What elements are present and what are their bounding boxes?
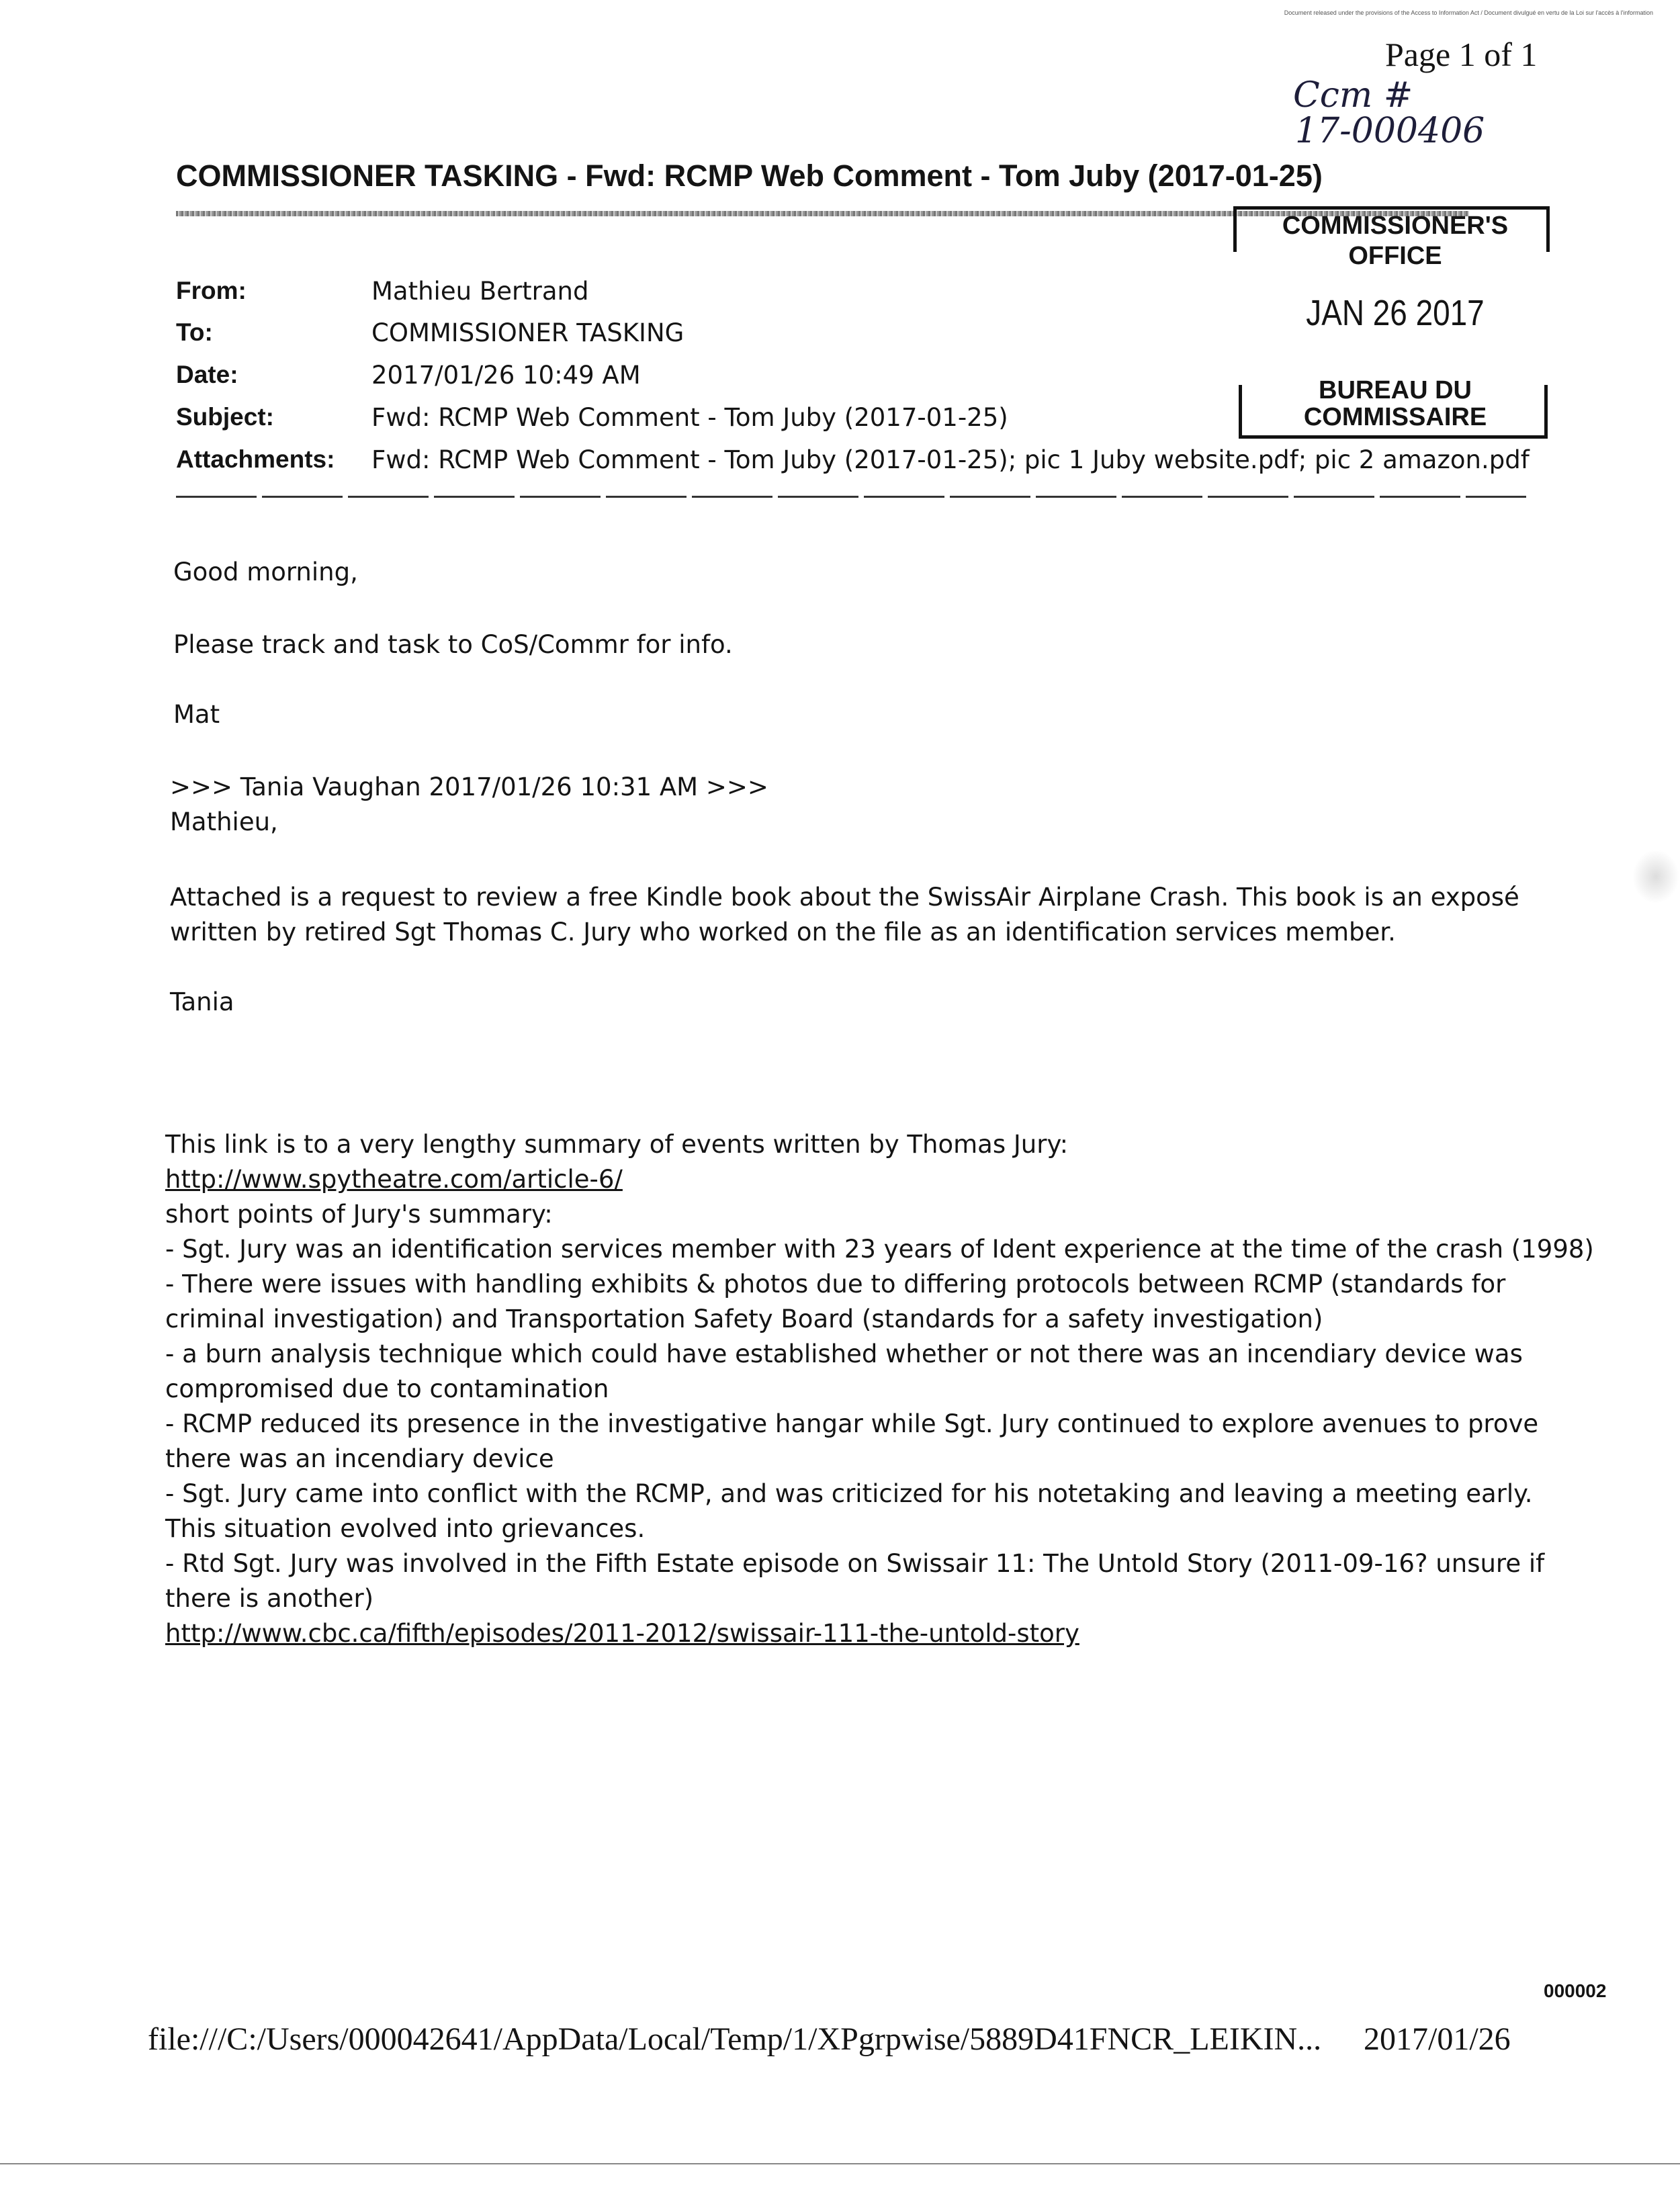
commissioner-office-stamp: [1231, 205, 1560, 447]
stamp-bracket-bottom-right-v: [1544, 385, 1548, 439]
paragraph-line: written by retired Sgt Thomas C. Jury who worked on the file as an identification services member.: [170, 918, 1396, 947]
date-value: 2017/01/26 10:49 AM: [371, 361, 641, 390]
summary-point-continued: there is another): [165, 1584, 374, 1613]
email-title: COMMISSIONER TASKING - Fwd: RCMP Web Comment - Tom Juby (2017-01-25): [176, 159, 1323, 193]
disclosure-notice: Document released under the provisions of the Access to Information Act / Document divulgué en vertu de la Loi sur l'accès à l'information: [1284, 9, 1653, 16]
stamp-bracket-top-h: [1233, 206, 1549, 210]
subject-label: Subject:: [176, 403, 274, 431]
attachments-value: Fwd: RCMP Web Comment - Tom Juby (2017-01-25); pic 1 Juby website.pdf; pic 2 amazon.pdf: [371, 445, 1530, 474]
handwritten-note-number: 17-000406: [1295, 111, 1485, 151]
summary-point: - Sgt. Jury came into conflict with the RCMP, and was criticized for his notetaking and leaving a meeting early.: [165, 1479, 1533, 1508]
summary-point: - Sgt. Jury was an identification services member with 23 years of Ident experience at the time of the crash (1998): [165, 1235, 1594, 1264]
summary-point: - RCMP reduced its presence in the investigative hangar while Sgt. Jury continued to explore avenues to prove: [165, 1409, 1539, 1438]
salutation: Mathieu,: [170, 807, 278, 836]
signoff: Mat: [173, 700, 220, 729]
from-label: From:: [176, 277, 247, 304]
date-label: Date:: [176, 361, 238, 388]
spytheatre-link[interactable]: http://www.spytheatre.com/article-6/: [165, 1165, 623, 1194]
summary-point-continued: there was an incendiary device: [165, 1444, 554, 1473]
footer-date: 2017/01/26: [1364, 2021, 1511, 2057]
stamp-bracket-bottom-h: [1239, 435, 1548, 439]
summary-point: - Rtd Sgt. Jury was involved in the Fifth Estate episode on Swissair 11: The Untold Story (2011-09-16? unsure if: [165, 1549, 1545, 1578]
request-line: Please track and task to CoS/Commr for info.: [173, 630, 733, 659]
stamp-bureau-subtitle: COMMISSAIRE: [1303, 403, 1487, 431]
from-value: Mathieu Bertrand: [371, 277, 589, 306]
cbc-link[interactable]: http://www.cbc.ca/fifth/episodes/2011-2012/swissair-111-the-untold-story: [165, 1619, 1079, 1648]
file-path: file:///C:/Users/000042641/AppData/Local/Temp/1/XPgrpwise/5889D41FNCR_LEIKIN...: [148, 2021, 1322, 2057]
to-value: COMMISSIONER TASKING: [371, 318, 684, 347]
forward-header: >>> Tania Vaughan 2017/01/26 10:31 AM >>>: [170, 773, 768, 801]
summary-point: - There were issues with handling exhibits & photos due to differing protocols between RCMP (standards for: [165, 1270, 1506, 1299]
header-divider: [176, 496, 1526, 498]
summary-point-continued: criminal investigation) and Transportation Safety Board (standards for a safety investigation): [165, 1305, 1323, 1333]
sender-name: Tania: [170, 987, 234, 1016]
greeting: Good morning,: [173, 558, 358, 586]
summary-point-continued: compromised due to contamination: [165, 1374, 609, 1403]
summary-point-continued: This situation evolved into grievances.: [165, 1514, 646, 1543]
handwritten-note-label: Ccm #: [1293, 75, 1413, 116]
scan-artifact: [1632, 850, 1679, 904]
stamp-office-subtitle: OFFICE: [1348, 242, 1442, 270]
points-intro: short points of Jury's summary:: [165, 1200, 553, 1229]
summary-point: - a burn analysis technique which could have established whether or not there was an incendiary device was: [165, 1339, 1523, 1368]
paragraph-line: Attached is a request to review a free Kindle book about the SwissAir Airplane Crash. This book is an exposé: [170, 883, 1519, 912]
page-id: 000002: [1544, 1980, 1607, 2001]
stamp-bracket-bottom-left-v: [1239, 385, 1242, 439]
stamp-office-title: COMMISSIONER'S: [1282, 212, 1509, 240]
subject-value: Fwd: RCMP Web Comment - Tom Juby (2017-01-25): [371, 403, 1008, 432]
to-label: To:: [176, 318, 213, 346]
bottom-divider: [0, 2163, 1680, 2164]
page-number: Page 1 of 1: [1385, 36, 1538, 73]
summary-intro: This link is to a very lengthy summary of events written by Thomas Jury:: [165, 1130, 1069, 1159]
stamp-bureau-title: BUREAU DU: [1319, 376, 1472, 404]
attachments-label: Attachments:: [176, 445, 335, 473]
stamp-date: JAN 26 2017: [1306, 293, 1485, 333]
